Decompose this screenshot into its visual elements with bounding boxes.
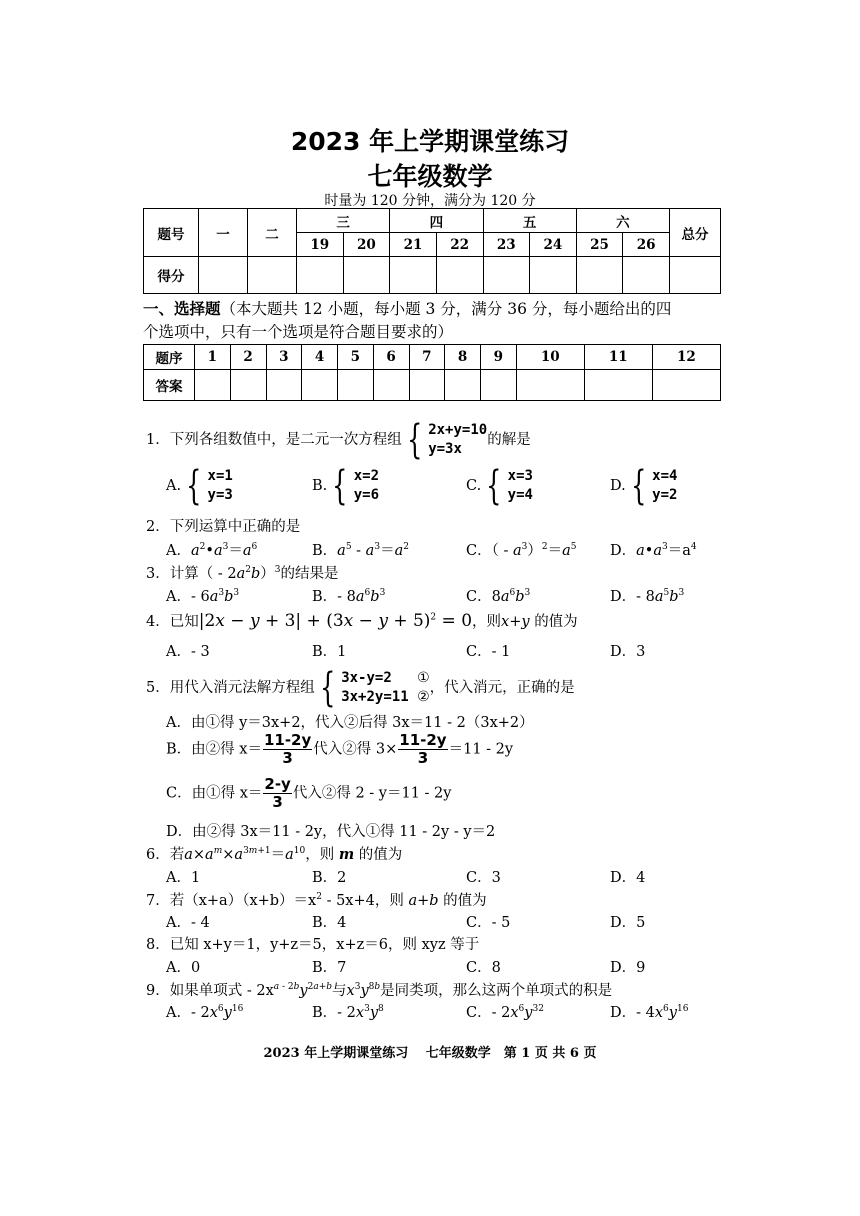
fraction-numerator: 11-2y: [263, 731, 312, 749]
q6-var: m: [338, 846, 355, 863]
score-cell[interactable]: [670, 257, 721, 294]
answer-cell[interactable]: [338, 370, 374, 401]
q5-system: { 3x-y=2 ① 3x+2y=11 ②: [319, 665, 430, 711]
score-table-sub-25: 25: [576, 233, 623, 257]
option-row: y=4: [507, 487, 533, 503]
q6-option-c[interactable]: C．3: [466, 870, 501, 886]
q8-option-d[interactable]: D．9: [610, 960, 646, 976]
answer-table-label-answer: 答案: [144, 370, 195, 401]
answer-cell[interactable]: [195, 370, 231, 401]
q9-option-b[interactable]: B．- $2x^3y^8$: [312, 1004, 384, 1021]
option-letter: A.: [166, 478, 182, 494]
q6-option-a[interactable]: A．1: [166, 870, 201, 886]
section1-heading: [143, 297, 671, 319]
q5-mark1: ①: [417, 670, 430, 686]
question-7: 7．若$(x+a)(x+b)=x^2 - 5x+4$，则 a+b 的值为: [146, 892, 487, 909]
question-4: 4．已知$|2x - y + 3| + (3x - y + 5)^2 = 0$，则x+y 的值为: [146, 611, 578, 631]
q3-option-c[interactable]: C．$8a^6b^3$: [466, 588, 531, 605]
answer-cell[interactable]: [302, 370, 338, 401]
q5-stem: 5．用代入消元法解方程组: [146, 680, 315, 696]
q5-stem-end: ，代入消元，正确的是: [429, 680, 575, 696]
option-letter: C.: [466, 478, 482, 494]
q5b-text: B．由②得 x＝: [166, 741, 262, 758]
q5-option-b[interactable]: [166, 732, 513, 767]
score-table-sub-26: 26: [623, 233, 670, 257]
q5-option-c[interactable]: [166, 776, 451, 811]
q9-option-a[interactable]: A．- $2x^6y^{16}$: [166, 1004, 244, 1021]
q8-option-a[interactable]: A．0: [166, 960, 201, 976]
q4-option-b[interactable]: B．1: [312, 644, 347, 660]
answer-cell[interactable]: [230, 370, 266, 401]
q4-option-d[interactable]: D．3: [610, 644, 646, 660]
q7-var: a+b: [408, 893, 439, 909]
score-table-label-question: 题号: [144, 209, 199, 257]
answer-cell[interactable]: [445, 370, 481, 401]
section1-desc2: 个选项中，只有一个选项是符合题目要求的）: [143, 323, 454, 341]
option-letter: D.: [610, 478, 626, 494]
score-table-sub-20: 20: [343, 233, 390, 257]
q1-option-b[interactable]: B. { x=2 y=6: [312, 463, 380, 509]
score-table-sub-19: 19: [297, 233, 344, 257]
q9-option-c[interactable]: C．- $2x^6y^{32}$: [466, 1004, 544, 1021]
q2-option-c[interactable]: C．（ - $a^3)^2=a^5$: [466, 542, 577, 559]
score-cell[interactable]: [623, 257, 670, 294]
q3-stem-end: 的结果是: [280, 566, 339, 582]
q3-option-b[interactable]: B．- $8a^6b^3$: [312, 588, 386, 605]
q7-option-a[interactable]: A．- 4: [166, 915, 210, 931]
score-table-section-1: 一: [199, 209, 248, 257]
q5b-text-mid: 代入②得 3×: [313, 741, 398, 758]
q2-option-b[interactable]: B．$a^5 - a^3=a^2$: [312, 542, 409, 559]
option-row: y=3: [207, 487, 233, 503]
q8-option-c[interactable]: C．8: [466, 960, 501, 976]
score-table-sub-22: 22: [436, 233, 483, 257]
page-footer: 2023 年上学期课堂练习 七年级数学 第 1 页 共 6 页: [263, 1046, 597, 1061]
score-cell[interactable]: [483, 257, 530, 294]
q5-option-d[interactable]: D．由②得 3x＝11 - 2y，代入①得 11 - 2y - y＝2: [166, 824, 496, 840]
q6-stem-end: 的值为: [358, 847, 403, 863]
option-letter: B.: [312, 478, 328, 494]
answer-number: 10: [516, 345, 584, 370]
fraction-numerator: 11-2y: [399, 731, 447, 749]
page-subtitle: 七年级数学: [367, 162, 493, 191]
q8-option-b[interactable]: B．7: [312, 960, 347, 976]
answer-number: 9: [481, 345, 517, 370]
answer-cell[interactable]: [481, 370, 517, 401]
q1-eq2: y=3x: [428, 441, 462, 457]
answer-table-label-order: 题序: [144, 345, 195, 370]
q3-stem: 3．计算（ - 2: [146, 566, 237, 582]
answer-number: 6: [373, 345, 409, 370]
answer-number: 7: [409, 345, 445, 370]
score-cell[interactable]: [576, 257, 623, 294]
answer-cell[interactable]: [266, 370, 302, 401]
q6-option-b[interactable]: B．2: [312, 870, 347, 886]
q7-stem-end: 的值为: [443, 893, 487, 909]
score-table-label-score: 得分: [144, 257, 199, 294]
q5-eq2: 3x+2y=11: [341, 689, 409, 705]
fraction-denominator: 3: [272, 793, 283, 811]
answer-number: 3: [266, 345, 302, 370]
option-row: x=3: [507, 468, 533, 484]
q1-eq1: 2x+y=10: [428, 422, 488, 438]
q7-option-d[interactable]: D．5: [610, 915, 646, 931]
q5-eq1: 3x-y=2: [341, 670, 392, 686]
answer-number: 2: [230, 345, 266, 370]
option-row: y=6: [353, 487, 380, 503]
question-1: [146, 417, 531, 463]
option-row: x=4: [652, 468, 678, 484]
section1-desc1: （本大题共 12 小题，每小题 3 分，满分 36 分，每小题给出的四: [220, 300, 672, 318]
answer-number: 12: [652, 345, 720, 370]
q7-option-b[interactable]: B．4: [312, 915, 347, 931]
q9-stem-end: 是同类项，那么这两个单项式的积是: [380, 983, 613, 999]
q1-option-a[interactable]: A. { x=1 y=3: [166, 463, 233, 509]
score-cell[interactable]: [530, 257, 577, 294]
answer-cell[interactable]: [584, 370, 652, 401]
fraction-denominator: 3: [282, 749, 293, 767]
option-row: x=1: [207, 468, 233, 484]
answer-number: 4: [302, 345, 338, 370]
q1-option-c[interactable]: C. { x=3 y=4: [466, 463, 533, 509]
score-cell[interactable]: [297, 257, 344, 294]
answer-cell[interactable]: [373, 370, 409, 401]
score-cell[interactable]: [343, 257, 390, 294]
answer-cell[interactable]: [516, 370, 584, 401]
answer-number: 5: [338, 345, 374, 370]
q1-option-d[interactable]: D. { x=4 y=2: [610, 463, 678, 509]
q5-mark2: ②: [417, 689, 430, 705]
q1-stem: 1．下列各组数值中，是二元一次方程组: [146, 432, 402, 448]
question-8: 8．已知 x+y＝1，y+z＝5，x+z＝6，则 xyz 等于: [146, 937, 480, 953]
q3-stem-mid: ）: [260, 566, 275, 582]
q5c-text: C．由①得 x＝: [166, 785, 263, 802]
answer-cell[interactable]: [409, 370, 445, 401]
option-row: y=2: [652, 487, 678, 503]
q6-stem-mid: ，则: [305, 847, 335, 863]
q9-stem-mid: 与: [332, 983, 347, 999]
score-cell[interactable]: [248, 257, 297, 294]
score-cell[interactable]: [390, 257, 437, 294]
score-table-section-4: 四: [390, 209, 483, 233]
q7-option-c[interactable]: C．- 5: [466, 915, 511, 931]
score-table-section-5: 五: [483, 209, 576, 233]
q6-option-d[interactable]: D．4: [610, 870, 646, 886]
exam-meta: 时量为 120 分钟，满分为 120 分: [324, 193, 536, 209]
q3-option-d[interactable]: D．- $8a^5b^3$: [610, 588, 685, 605]
question-3: 3．计算（ - $2a^2b)^3$的结果是: [146, 565, 339, 582]
q4-option-c[interactable]: C．- 1: [466, 644, 511, 660]
score-table-sub-23: 23: [483, 233, 530, 257]
q4-stem-mid: ，则: [472, 614, 502, 630]
score-table-sub-21: 21: [390, 233, 437, 257]
answer-table: [143, 344, 721, 401]
score-cell[interactable]: [199, 257, 248, 294]
score-table-section-6: 六: [576, 209, 669, 233]
answer-number: 1: [195, 345, 231, 370]
q5b-text-end: ＝11 - 2y: [448, 741, 514, 758]
page-title: 2023 年上学期课堂练习: [290, 127, 570, 156]
q2-option-a[interactable]: A．$a^2•a^3=a^6$: [166, 542, 258, 559]
answer-number: 11: [584, 345, 652, 370]
q9-option-d[interactable]: D．- $4x^6y^{16}$: [610, 1004, 689, 1021]
question-6: 6．若$a\times a^m\times a^{3m+1}=a^{10}$，则 m 的值为: [146, 846, 403, 863]
score-table-section-3: 三: [297, 209, 390, 233]
score-table-sub-24: 24: [530, 233, 577, 257]
score-cell[interactable]: [436, 257, 483, 294]
q1-system: { 2x+y=10 y=3x: [406, 417, 488, 463]
score-table-label-total: 总分: [670, 209, 721, 257]
q3-option-a[interactable]: A．- $6a^3b^3$: [166, 588, 240, 605]
q7-stem-mid: - 5x+4，则: [321, 893, 404, 909]
q9-stem: 9．如果单项式 - 2x: [146, 983, 274, 999]
q5c-text-end: 代入②得 2 - y＝11 - 2y: [292, 785, 452, 802]
answer-number: 8: [445, 345, 481, 370]
question-2: 2．下列运算中正确的是: [146, 519, 301, 535]
question-5: [146, 665, 575, 711]
q4-option-a[interactable]: A．- 3: [166, 644, 210, 660]
answer-cell[interactable]: [652, 370, 720, 401]
q7-stem: 7．若（x+a）（x+b）＝x: [146, 893, 317, 909]
q1-stem-end: 的解是: [487, 432, 531, 448]
q4-stem-end: 的值为: [534, 614, 578, 630]
q4-stem: 4．已知: [146, 614, 199, 630]
fraction-denominator: 3: [417, 749, 429, 767]
question-9: 9．如果单项式 - $2x^{a - 2b}y^{2a+b}$与$x^3y^{8b}$是同类项，那么这两个单项式的积是: [146, 982, 613, 999]
q6-stem: 6．若: [146, 847, 185, 863]
q5-option-a[interactable]: A．由①得 y＝3x+2，代入②后得 3x＝11 - 2（3x+2）: [166, 715, 534, 731]
option-row: x=2: [353, 468, 380, 484]
section1-title: 一、选择题: [143, 299, 221, 318]
score-table: [143, 208, 721, 294]
q2-option-d[interactable]: D．$a•a^3=a^4$: [610, 542, 697, 559]
fraction-numerator: 2-y: [264, 775, 291, 793]
score-table-section-2: 二: [248, 209, 297, 257]
